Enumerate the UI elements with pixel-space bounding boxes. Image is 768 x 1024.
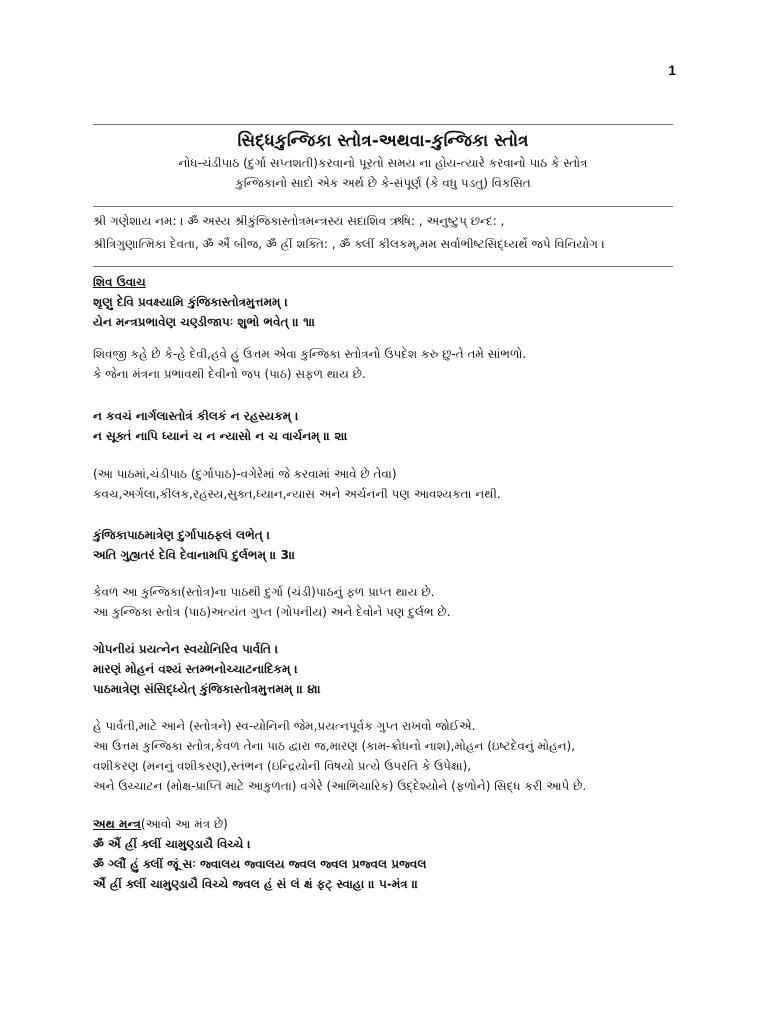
- meaning-line: કે જેના મંત્રના પ્રભાવથી દેવીનો જપ (પાઠ) સફળ થાય છે.: [93, 367, 366, 381]
- mantra-line: ॐ ગ્લૌં હું ક્લીં જૂં સઃ જ્વાલય જ્વાલય જ્વલ જ્વલ પ્રજ્વલ પ્રજ્વલ: [93, 857, 427, 871]
- verse-line: ન કવચં નાર્ગલાસ્તોત્રં કીલકં ન રહસ્યકમ્ ।: [93, 409, 299, 423]
- meaning-3-block: [93, 582, 673, 622]
- verse-line: ગોપનીયં પ્રયત્નેન સ્વયોનિરિવ પાર્વતિ ।: [93, 642, 279, 656]
- mantra-line: ઐં હ્રીં ક્લીં ચામુણ્ડાયૈ વિચ્ચે જ્વલ હં સં લં ક્ષં ફટ્ સ્વાહા ॥ ૫-મંત્ર ॥: [93, 877, 419, 891]
- meaning-2-block: [93, 464, 673, 504]
- verse-line: પાઠમાત્રેણ સંસિદ્ધ્યેત્ કુંજિકાસ્તોત્રમુત્તમમ્ ॥ ૪॥: [93, 682, 321, 696]
- meaning-line: અને ઉચ્ચાટન (મોક્ષ-પ્રાપ્તિ માટે આકુળતા) વગેરે (આભિચારિક) ઉદ્દેશ્યોને (ફળોને) સિદ્ધ કરી આપે છે.: [93, 779, 587, 793]
- meaning-line: આ કુન્જિકા સ્તોત્ર (પાઠ)અત્યંત ગુપ્ત (ગોપનીય) અને દેવોને પણ દુર્લભ છે.: [93, 605, 451, 619]
- invocation-line: શ્રીત્રિગુણાત્મિકા દેવતા, ॐ ઐં બીજ, ॐ હ્રીં શક્તિ: , ॐ ક્લીં કીલકમ્,મમ સર્વાભીષ્ટસિદ્ધ્યર્થે જપે વિનિયોગ ।: [93, 237, 605, 251]
- page-number: 1: [668, 62, 676, 78]
- invocation-line: શ્રી ગણેશાય નમ: । ॐ અસ્ય શ્રીકુંજિકાસ્તોત્રમન્ત્રસ્ય સદાશિવ ઋષિ: , અનુષ્ટુપ્ છન્દ: ,: [93, 214, 505, 228]
- note-line: નોધ-ચંડીપાઠ (દુર્ગા સપ્તશતી)કરવાનો પૂરતો સમય ના હોય-ત્યારે કરવાનો પાઠ કે સ્તોત્ર: [178, 156, 588, 170]
- meaning-line: વશીકરણ (મનનું વશીકરણ),સ્તંભન (ઇન્દ્રિયોની વિષયો પ્રત્યે ઉપરતિ કે ઉપેક્ષા),: [93, 759, 472, 773]
- verse-line: અતિ ગુહ્યતરં દેવિ દેવાનામપિ દુર્લભમ્ ॥ 3॥: [93, 548, 296, 562]
- document-title: સિદ્ધકુન્જિકા સ્તોત્ર-અથવા-કુન્જિકા સ્તોત્ર: [237, 131, 529, 151]
- verse-line: શૃણુ દેવિ પ્રવક્ષ્યામિ કુંજિકાસ્તોત્રમુત્તમમ્ ।: [93, 295, 288, 309]
- verse-line: કુંજિકાપાઠમાત્રેણ દુર્ગાપાઠફલં લભેત્ ।: [93, 528, 271, 542]
- mantra-heading-note: (આવો આ મંત્ર છે): [140, 817, 228, 831]
- invocation-top-rule: [93, 206, 673, 207]
- verse-3-block: [93, 525, 673, 565]
- mantra-line: ॐ ઐં હ્રીં ક્લીં ચામુણ્ડાયૈ વિચ્ચે ।: [93, 837, 251, 851]
- meaning-line: (આ પાઠમાં,ચંડીપાઠ (દુર્ગાપાઠ)-વગેરેમાં જે કરવામાં આવે છે તેવા): [93, 467, 397, 481]
- verse-2-block: [93, 406, 673, 446]
- mantra-block: [93, 814, 673, 894]
- meaning-line: કેવળ આ કુન્જિકા(સ્તોત્ર)ના પાઠથી દુર્ગા (ચંડી)પાઠનું ફળ પ્રાપ્ત થાય છે.: [93, 585, 435, 599]
- meaning-4-block: [93, 716, 673, 796]
- verse-4-block: [93, 639, 673, 699]
- mantra-heading: અથ મન્ત્ર: [93, 817, 141, 831]
- meaning-line: હે પાર્વતી,માટે આને (સ્તોત્રને) સ્વ-યોનિની જેમ,પ્રયત્નપૂર્વક ગુપ્ત રાખવો જોઈએ.: [93, 719, 476, 733]
- title-top-rule: [93, 124, 673, 125]
- meaning-line: શિવજી કહે છે કે-હે દેવી,હવે હું ઉત્તમ એવા કુન્જિકા સ્તોત્રનો ઉપદેશ કરુ છુ-તે તમે સાંભળો.: [93, 347, 527, 361]
- verse-line: યેન મન્ત્રપ્રભાવેણ ચણ્ડીજાપઃ શુભો ભવેત્ ॥ ૧॥: [93, 315, 316, 329]
- mantra-heading-line: [93, 814, 673, 834]
- note-block: [93, 153, 673, 193]
- meaning-1-block: [93, 344, 673, 384]
- verse-line: મારણં મોહનં વશ્યં સ્તમ્ભનોચ્ચાટનાદિકમ્ ।: [93, 662, 298, 676]
- verse-1-block: [93, 272, 673, 332]
- invocation-block: [93, 210, 673, 256]
- note-line: કુન્જિકાનો સાદો એક અર્થ છે કે-સંપૂર્ણ (કે વધુ પડતુ) વિકસિત: [235, 176, 531, 190]
- shiv-uvach-heading: શિવ ઉવાચ: [93, 275, 146, 289]
- invocation-bottom-rule: [93, 266, 673, 267]
- meaning-line: આ ઉત્તમ કુન્જિકા સ્તોત્ર,કેવળ તેના પાઠ દ્વારા જ,મારણ (કામ-ક્રોધનો નાશ),મોહન (ઇષ્ટદેવનું મોહન),: [93, 739, 576, 753]
- verse-line: ન સૂક્તં નાપિ ધ્યાનં ચ ન ન્યાસો ન ચ વાર્ચનમ્ ॥ ૨॥: [93, 429, 348, 443]
- meaning-line: કવચ,અર્ગલા,કીલક,રહસ્ય,સુક્ત,ધ્યાન,ન્યાસ અને અર્ચનની પણ આવશ્યકતા નથી.: [93, 487, 501, 501]
